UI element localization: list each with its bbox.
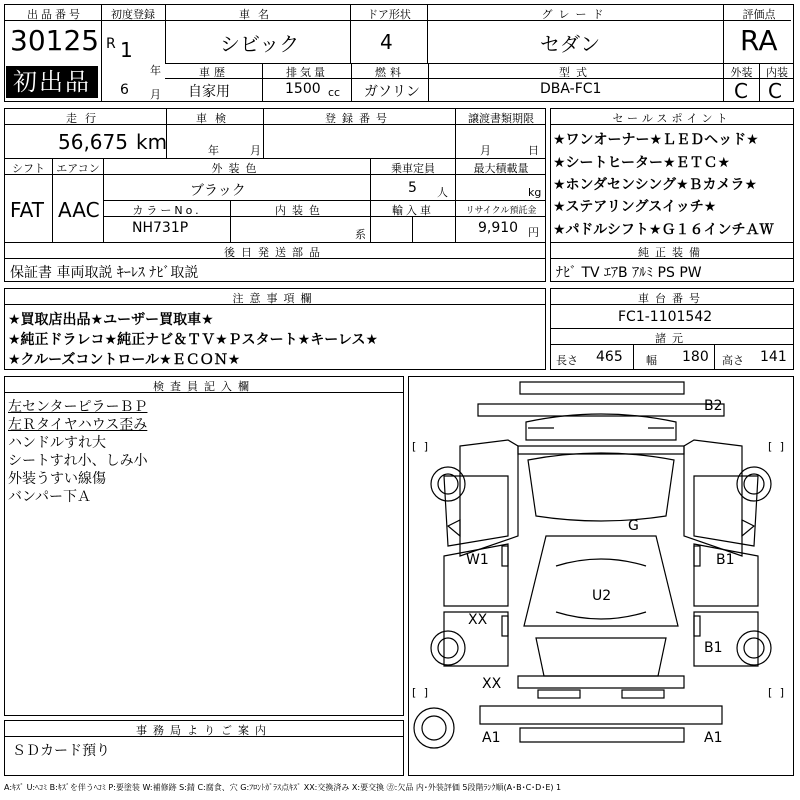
width-label: 幅 xyxy=(646,354,657,367)
mark-xx-left: XX xyxy=(468,612,488,628)
mileage: 56,675 xyxy=(58,130,128,154)
mileage-unit: km xyxy=(136,130,168,154)
notes-line: ★純正ドラレコ★純正ナビ＆ＴＶ★Ｐスタート★キーレス★ xyxy=(8,332,379,348)
bracket-left-bottom: [ ] xyxy=(412,686,429,699)
mark-b2: B2 xyxy=(704,398,723,414)
interior-color-unit: 系 xyxy=(355,228,366,241)
notes-line: ★買取店出品★ユーザー買取車★ xyxy=(8,312,214,328)
mark-xx-bottom: XX xyxy=(482,676,502,692)
transfer-month-unit: 月 xyxy=(480,144,491,157)
max-load-unit: kg xyxy=(528,186,542,199)
mileage-label: 走行 xyxy=(66,112,104,125)
inspector-line: シートすれ小、しみ小 xyxy=(8,453,148,469)
transfer-doc-label: 譲渡書類期限 xyxy=(468,112,534,125)
mark-a1-left: A1 xyxy=(482,730,501,746)
exterior-color-label: 外装色 xyxy=(211,162,263,175)
capacity-unit: 人 xyxy=(437,186,448,199)
interior-label: 内装 xyxy=(766,66,788,79)
mark-w1: W1 xyxy=(466,552,489,568)
transfer-day-unit: 日 xyxy=(528,144,539,157)
office-label: 事務局よりご案内 xyxy=(136,724,272,737)
recycle-label: リサイクル預託金 xyxy=(465,206,537,216)
mark-a1-right: A1 xyxy=(704,730,723,746)
grade: セダン xyxy=(540,32,601,56)
color-number-label: カラーNo. xyxy=(132,204,202,217)
car-name-label: 車名 xyxy=(239,8,277,21)
fuel-label: 燃料 xyxy=(375,66,405,79)
model: DBA-FC1 xyxy=(540,81,602,97)
registration-month: 6 xyxy=(120,82,129,98)
sales-points-label: セールスポイント xyxy=(612,112,732,125)
displacement-unit: cc xyxy=(328,86,341,99)
door-count: 4 xyxy=(380,30,393,54)
displacement: 1500 xyxy=(285,81,321,97)
bracket-right-top: [ ] xyxy=(768,440,785,453)
sales-point-line: ★ワンオーナー★ＬＥＤヘッド★ xyxy=(553,132,759,148)
max-load-label: 最大積載量 xyxy=(473,162,529,175)
import-label: 輸入車 xyxy=(392,204,434,217)
inspection-month-unit: 月 xyxy=(250,144,261,157)
length: 465 xyxy=(596,349,623,365)
first-listing-badge: 初出品 xyxy=(6,66,98,98)
mark-g: G xyxy=(628,518,639,534)
notes-label: 注意事項欄 xyxy=(232,292,318,305)
sales-point-line: ★ステアリングスイッチ★ xyxy=(553,199,717,215)
later-parts: 保証書 車両取説 ｷｰﾚｽ ﾅﾋﾞ取説 xyxy=(10,265,199,281)
interior-color-label: 内装色 xyxy=(275,204,326,217)
recycle-unit: 円 xyxy=(528,226,539,239)
equipment-label: 純正装備 xyxy=(638,246,706,259)
capacity-label: 乗車定員 xyxy=(391,162,435,175)
history-label: 車歴 xyxy=(199,66,229,79)
inspector-line: 左Ｒタイヤハウス歪み xyxy=(8,417,148,433)
chassis-number: FC1-1101542 xyxy=(618,309,713,325)
displacement-label: 排気量 xyxy=(286,66,328,79)
recycle-deposit: 9,910 xyxy=(478,220,519,236)
length-label: 長さ xyxy=(556,354,578,367)
first-registration-label: 初度登録 xyxy=(111,8,155,21)
inspection-year-unit: 年 xyxy=(208,144,219,157)
fuel: ガソリン xyxy=(364,84,420,100)
inspector-line: 左センターピラーＢＰ xyxy=(8,399,148,415)
model-label: 型式 xyxy=(559,66,593,79)
equipment: ﾅﾋﾞ TV ｴｱB ｱﾙﾐ PS PW xyxy=(556,265,702,281)
door-type-label: ドア形状 xyxy=(367,8,411,21)
aircon-label: エアコン xyxy=(56,162,100,175)
shift-label: シフト xyxy=(12,162,45,175)
mark-u2: U2 xyxy=(592,588,612,604)
sales-point-line: ★ホンダセンシング★Ｂカメラ★ xyxy=(553,177,758,193)
sales-point-line: ★シートヒーター★ＥＴＣ★ xyxy=(553,155,731,171)
car-diagram xyxy=(408,376,794,776)
interior-score: C xyxy=(768,79,782,103)
inspector-label: 検査員記入欄 xyxy=(153,380,255,393)
bracket-right-bottom: [ ] xyxy=(768,686,785,699)
capacity: 5 xyxy=(408,180,417,196)
exterior-label: 外装 xyxy=(730,66,753,79)
spec-label: 諸元 xyxy=(655,332,689,345)
registration-year: 1 xyxy=(120,38,133,62)
score-label: 評価点 xyxy=(742,8,776,21)
history: 自家用 xyxy=(188,84,230,100)
legend: A:ｷｽﾞ U:ﾍｺﾐ B:ｷｽﾞを伴うﾍｺﾐ P:要塗装 W:補修跡 S:錆 C:腐食、穴 G:ﾌﾛﾝﾄｶﾞﾗｽ点ｷｽﾞ XX:交換済み X:要交換 ㋕:欠品 内･外装評価 5段階ﾗﾝｸ順(A･B･C･D･E) 1 xyxy=(4,783,562,792)
era: R xyxy=(106,36,116,52)
notes-line: ★クルーズコントロール★ＥＣＯＮ★ xyxy=(8,352,241,368)
color-number: NH731P xyxy=(132,220,189,236)
later-parts-label: 後日発送部品 xyxy=(224,246,326,259)
lot-number: 30125 xyxy=(10,24,100,57)
bracket-left-top: [ ] xyxy=(412,440,429,453)
height: 141 xyxy=(760,349,787,365)
grade-label: グレード xyxy=(541,8,610,21)
month-unit: 月 xyxy=(150,88,161,101)
car-name: シビック xyxy=(220,32,300,56)
inspector-line: 外装うすい線傷 xyxy=(8,471,106,487)
width: 180 xyxy=(682,349,709,365)
year-unit: 年 xyxy=(150,64,161,77)
inspector-line: バンパー下Ａ xyxy=(8,489,92,505)
exterior-color: ブラック xyxy=(190,183,246,199)
inspector-line: ハンドルすれ大 xyxy=(8,435,106,451)
score: RA xyxy=(740,24,778,57)
shift: FAT xyxy=(10,198,45,222)
office-text: ＳＤカード預り xyxy=(12,743,110,759)
aircon: AAC xyxy=(58,198,100,222)
mark-b1-bottom: B1 xyxy=(704,640,723,656)
plate-label: 登録番号 xyxy=(325,112,393,125)
chassis-label: 車台番号 xyxy=(638,292,706,305)
exterior-score: C xyxy=(734,79,748,103)
mark-b1-top: B1 xyxy=(716,552,735,568)
lot-number-label: 出品番号 xyxy=(27,8,83,21)
height-label: 高さ xyxy=(722,354,744,367)
inspection-label: 車検 xyxy=(196,112,234,125)
sales-point-line: ★パドルシフト★Ｇ１６インチＡＷ xyxy=(553,222,774,238)
